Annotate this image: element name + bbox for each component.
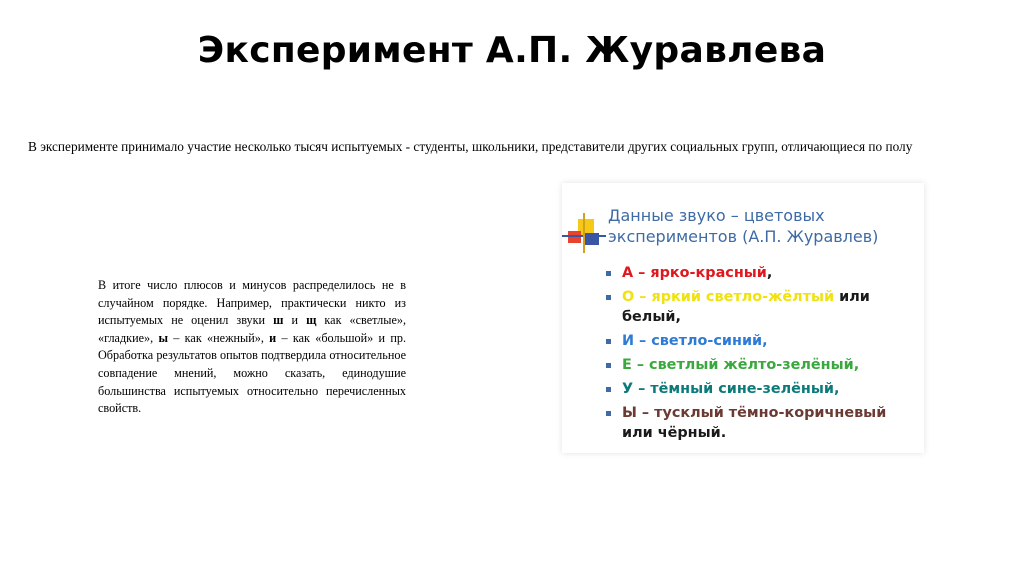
- card-title-line-2: экспериментов (А.П. Журавлев): [608, 227, 879, 246]
- bullet-icon: [606, 363, 611, 368]
- bullet-icon: [606, 411, 611, 416]
- item-text: А – ярко-красный: [622, 265, 767, 281]
- item-text: Е – светлый жёлто-зелёный,: [622, 357, 860, 373]
- item-text: У – тёмный сине-зелёный,: [622, 381, 840, 397]
- item-suffix: ,: [766, 265, 773, 281]
- bullet-icon: [606, 339, 611, 344]
- list-item: [604, 403, 914, 443]
- card-title-line-1: Данные звуко – цветовых: [608, 206, 825, 225]
- slide-title: Эксперимент А.П. Журавлева: [197, 30, 827, 71]
- list-item: [604, 331, 914, 351]
- item-text: И – светло-синий,: [622, 333, 768, 349]
- body-part-3: – как «нежный»,: [167, 330, 270, 345]
- sound-color-list: [604, 263, 914, 447]
- item-suffix: или белый,: [622, 289, 870, 325]
- item-text: О – яркий светло-жёлтый: [622, 289, 835, 305]
- sound-color-card: [562, 183, 924, 453]
- list-item: [604, 263, 914, 283]
- body-paragraph: [98, 277, 406, 418]
- body-part-4: – как «большой» и пр. Обработка результатов опытов подтвердила относительное совпадение мнений, можно сказать, единодушие большинства испытуемых относительно перечисленных свойств.: [98, 330, 407, 416]
- sound-shch: щ: [306, 313, 317, 328]
- item-suffix: или чёрный.: [622, 425, 727, 441]
- body-and: и: [283, 313, 307, 328]
- bullet-icon: [606, 271, 611, 276]
- sound-i: и: [269, 330, 277, 345]
- item-text: Ы – тусклый тёмно-коричневый: [622, 405, 887, 421]
- list-item: [604, 355, 914, 375]
- card-title: [608, 205, 908, 247]
- list-item: [604, 287, 914, 327]
- decorative-squares-icon: [562, 213, 606, 253]
- sound-sh: ш: [273, 313, 284, 328]
- bullet-icon: [606, 387, 611, 392]
- body-part-2: как «светлые», «гладкие»,: [98, 313, 406, 345]
- body-part-1: В итоге число плюсов и минусов распределилось не в случайном порядке. Например, практически никто из испытуемых не оценил звуки: [98, 278, 406, 328]
- bullet-icon: [606, 295, 611, 300]
- intro-text: В эксперименте принимало участие несколько тысяч испытуемых - студенты, школьники, представители других социальных групп, отличающиеся по полу: [28, 139, 913, 154]
- sound-y: ы: [158, 330, 168, 345]
- list-item: [604, 379, 914, 399]
